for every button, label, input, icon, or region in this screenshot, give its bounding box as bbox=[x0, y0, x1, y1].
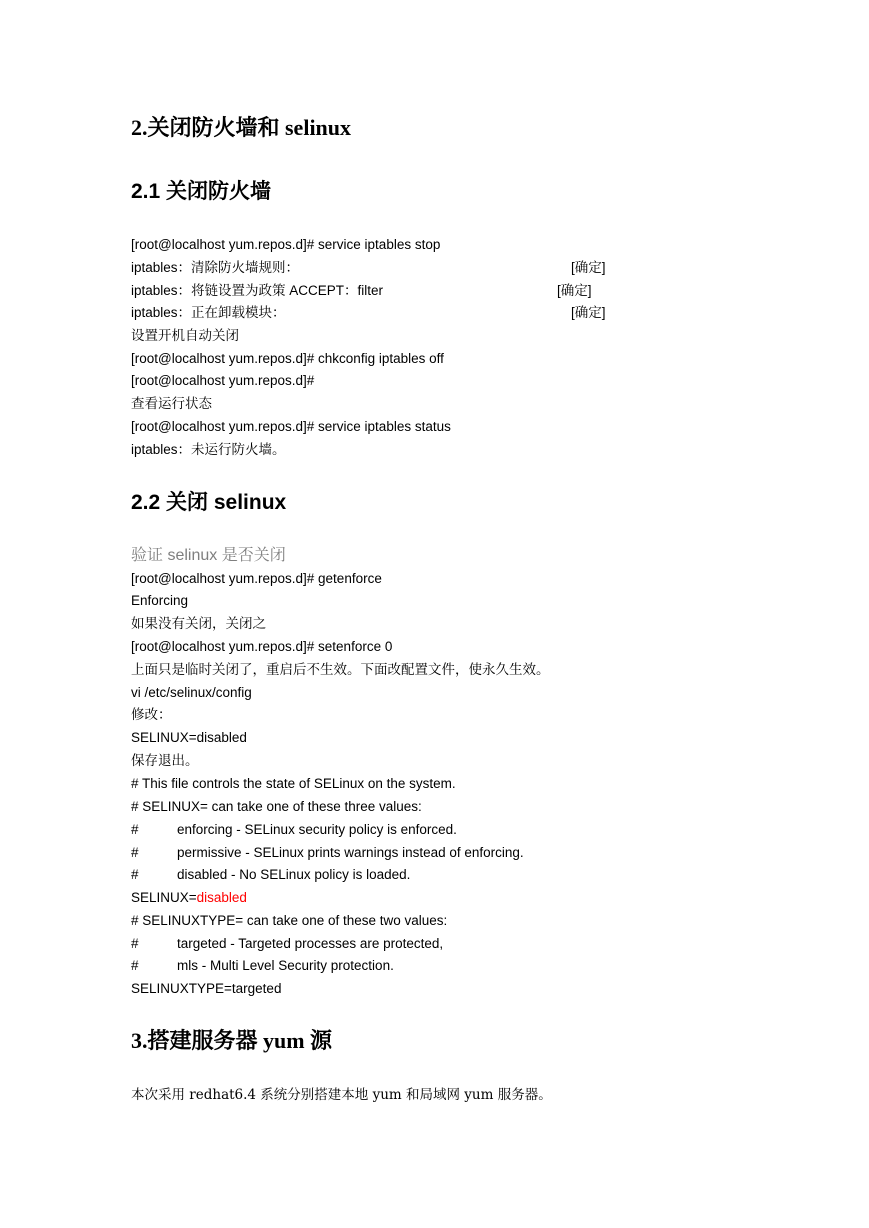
hash-mark: # bbox=[131, 845, 139, 860]
note-modify: 修改： bbox=[131, 707, 172, 723]
section-3-intro: 本次采用 redhat6.4 系统分别搭建本地 yum 和局域网 yum 服务器。 bbox=[131, 1087, 552, 1103]
config-option-disabled bbox=[131, 866, 410, 884]
note-verify-selinux: 验证 selinux 是否关闭 bbox=[131, 547, 286, 564]
config-option-mls bbox=[131, 957, 394, 975]
section-2-heading: 2.关闭防火墙和 selinux bbox=[131, 115, 352, 140]
config-selinuxtype-line: SELINUXTYPE=targeted bbox=[131, 981, 282, 996]
status-ok-clear: [确定] bbox=[571, 260, 606, 275]
config-comment-type: # SELINUXTYPE= can take one of these two values: bbox=[131, 913, 448, 928]
status-ok-policy: [确定] bbox=[557, 283, 592, 298]
config-comment-1: # This file controls the state of SELinux on the system. bbox=[131, 776, 456, 791]
output-enforcing: Enforcing bbox=[131, 593, 189, 608]
config-selinux-line bbox=[131, 889, 247, 907]
note-disable-on-boot: 设置开机自动关闭 bbox=[131, 328, 239, 344]
section-2-1-heading: 2.1 关闭防火墙 bbox=[131, 180, 272, 203]
config-option-permissive bbox=[131, 844, 524, 862]
config-comment-2: # SELINUX= can take one of these three values: bbox=[131, 799, 422, 814]
cmd-getenforce: [root@localhost yum.repos.d]# getenforce bbox=[131, 571, 382, 586]
output-set-policy: iptables：将链设置为政策 ACCEPT：filter bbox=[131, 283, 384, 298]
option-text: targeted - Targeted processes are protected, bbox=[177, 936, 444, 951]
section-3-heading: 3.搭建服务器 yum 源 bbox=[131, 1028, 333, 1053]
option-text: mls - Multi Level Security protection. bbox=[177, 958, 394, 973]
status-ok-unload: [确定] bbox=[571, 305, 606, 320]
config-value-disabled: disabled bbox=[196, 890, 247, 905]
config-option-targeted bbox=[131, 935, 443, 953]
section-2-2-heading: 2.2 关闭 selinux bbox=[131, 491, 287, 514]
setting-selinux-disabled: SELINUX=disabled bbox=[131, 730, 247, 745]
shell-prompt: [root@localhost yum.repos.d]# bbox=[131, 373, 315, 388]
cmd-chkconfig-off: [root@localhost yum.repos.d]# chkconfig iptables off bbox=[131, 351, 444, 366]
output-firewall-not-running: iptables：未运行防火墙。 bbox=[131, 442, 286, 457]
option-text: enforcing - SELinux security policy is enforced. bbox=[177, 822, 457, 837]
hash-mark: # bbox=[131, 936, 139, 951]
option-text: permissive - SELinux prints warnings instead of enforcing. bbox=[177, 845, 524, 860]
config-option-enforcing bbox=[131, 821, 457, 839]
hash-mark: # bbox=[131, 867, 139, 882]
option-text: disabled - No SELinux policy is loaded. bbox=[177, 867, 411, 882]
note-save-exit: 保存退出。 bbox=[131, 753, 199, 769]
cmd-service-iptables-stop: [root@localhost yum.repos.d]# service iptables stop bbox=[131, 237, 441, 252]
hash-mark: # bbox=[131, 822, 139, 837]
cmd-service-iptables-status: [root@localhost yum.repos.d]# service iptables status bbox=[131, 419, 451, 434]
output-clear-rules: iptables：清除防火墙规则： bbox=[131, 260, 300, 275]
cmd-vi-config: vi /etc/selinux/config bbox=[131, 685, 252, 700]
cmd-setenforce: [root@localhost yum.repos.d]# setenforce 0 bbox=[131, 639, 393, 654]
config-key: SELINUX= bbox=[131, 890, 197, 905]
note-if-not-disabled: 如果没有关闭，关闭之 bbox=[131, 616, 266, 632]
note-temporary-disable: 上面只是临时关闭了，重启后不生效。下面改配置文件，使永久生效。 bbox=[131, 662, 550, 678]
hash-mark: # bbox=[131, 958, 139, 973]
output-unload-modules: iptables：正在卸载模块： bbox=[131, 305, 286, 320]
note-check-status: 查看运行状态 bbox=[131, 396, 212, 412]
